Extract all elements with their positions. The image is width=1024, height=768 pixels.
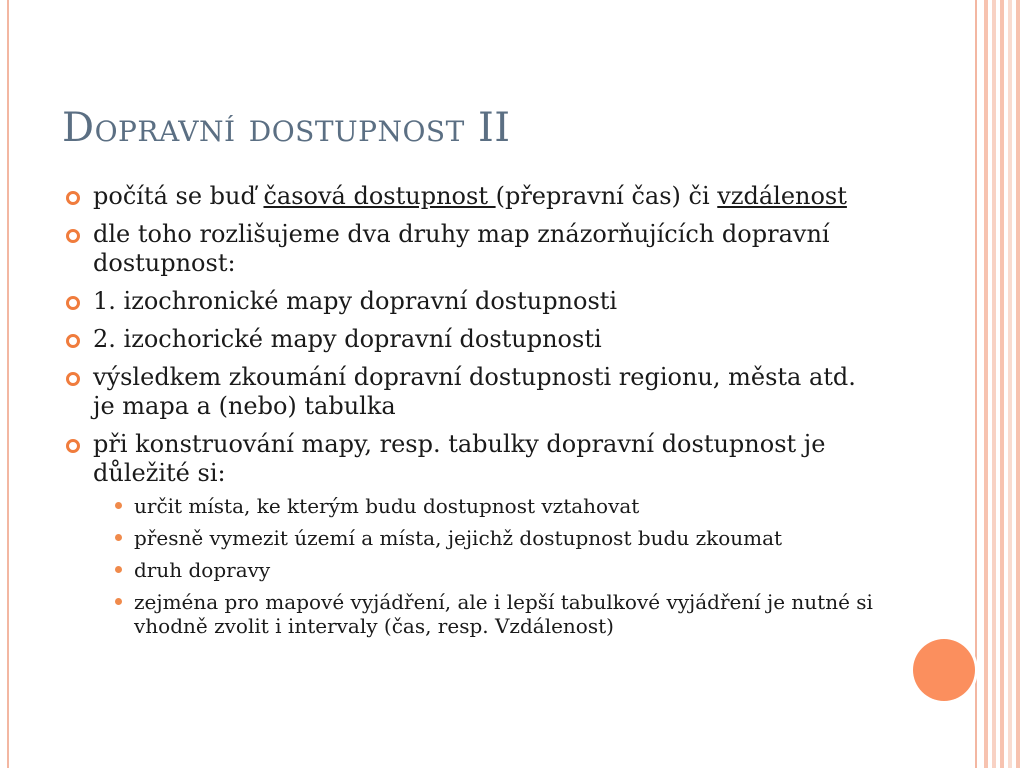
sub-bullet-item <box>105 494 874 518</box>
sub-bullet-item <box>105 558 874 582</box>
bullet-text-underlined: vzdálenost <box>717 182 847 210</box>
slide-content <box>62 182 873 647</box>
sub-bullet-text: přesně vymezit území a místa, jejichž dostupnost budu zkoumat <box>134 526 783 550</box>
accent-circle <box>913 639 975 701</box>
ring-bullet-icon <box>66 191 80 205</box>
bullet-item <box>62 325 862 354</box>
bullet-item <box>62 430 873 638</box>
bullet-text: 1. izochronické mapy dopravní dostupnosti <box>93 287 618 315</box>
bullet-text-part: (přepravní čas) či <box>495 182 718 210</box>
sub-bullet-text: určit místa, ke kterým budu dostupnost vztahovat <box>134 494 640 518</box>
sub-bullet-item <box>105 526 874 550</box>
dot-bullet-icon <box>115 502 122 509</box>
bullet-item <box>62 363 862 421</box>
dot-bullet-icon <box>115 534 122 541</box>
sub-bullet-text: zejména pro mapové vyjádření, ale i lepší tabulkové vyjádření je nutné si vhodně zvolit i intervaly (čas, resp. Vzdálenost) <box>134 590 873 638</box>
bullet-list <box>62 182 873 638</box>
ring-bullet-icon <box>66 334 80 348</box>
dot-bullet-icon <box>115 598 122 605</box>
sub-bullet-text: druh dopravy <box>134 558 271 582</box>
bullet-text: dle toho rozlišujeme dva druhy map znázorňujících dopravní dostupnost: <box>93 220 830 277</box>
bullet-item <box>62 182 862 211</box>
ring-bullet-icon <box>66 296 80 310</box>
bullet-item <box>62 220 862 278</box>
bullet-text-part: počítá se buď <box>93 182 264 210</box>
sub-bullet-list <box>105 494 874 638</box>
decorative-stripes <box>980 0 1024 768</box>
bullet-text-underlined: časová dostupnost <box>263 182 496 210</box>
bullet-text: výsledkem zkoumání dopravní dostupnosti regionu, města atd. je mapa a (nebo) tabulka <box>93 363 856 420</box>
sub-bullet-item <box>105 590 874 638</box>
ring-bullet-icon <box>66 229 80 243</box>
ring-bullet-icon <box>66 439 80 453</box>
slide-title: Dopravní dostupnost II <box>62 105 511 151</box>
bullet-item <box>62 287 862 316</box>
bullet-text: při konstruování mapy, resp. tabulky dopravní dostupnost je důležité si: <box>93 430 826 487</box>
ring-bullet-icon <box>66 372 80 386</box>
bullet-text: 2. izochorické mapy dopravní dostupnosti <box>93 325 602 353</box>
dot-bullet-icon <box>115 566 122 573</box>
